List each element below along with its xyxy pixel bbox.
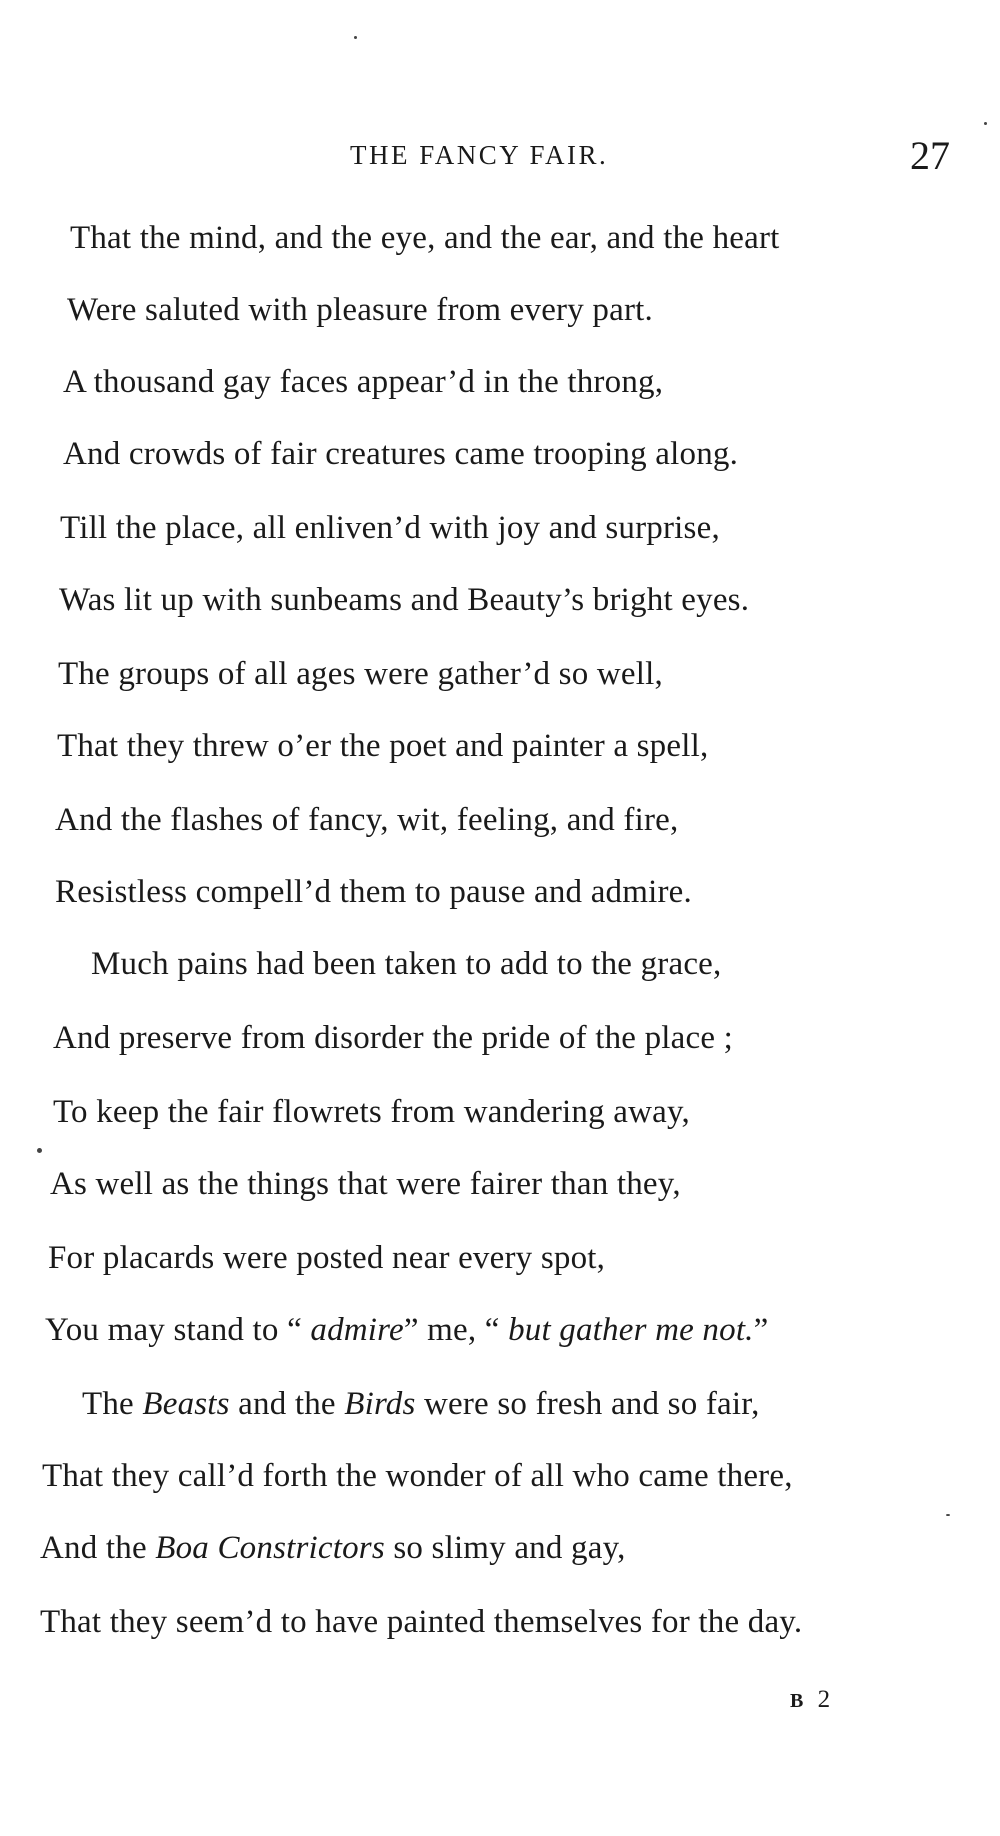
- poem-text: and the: [229, 1386, 345, 1422]
- signature-mark: [790, 1686, 834, 1714]
- poem-text: were so fresh and so fair,: [415, 1386, 760, 1422]
- poem-line: Till the place, all enliven’d with joy and surprise,: [60, 510, 720, 546]
- poem-italic-text: admire: [310, 1312, 404, 1348]
- poem-line: Resistless compell’d them to pause and admire.: [55, 874, 692, 910]
- poem-line: That they seem’d to have painted themselves for the day.: [40, 1604, 803, 1640]
- poem-italic-text: but gather me not.: [508, 1312, 754, 1348]
- ink-speck: [984, 122, 987, 125]
- running-title: THE FANCY FAIR.: [350, 140, 609, 170]
- poem-line: That they threw o’er the poet and painter a spell,: [57, 728, 709, 764]
- signature-number: 2: [817, 1686, 835, 1713]
- poem-text: so slimy and gay,: [384, 1530, 626, 1566]
- poem-line: The groups of all ages were gather’d so well,: [58, 656, 663, 692]
- poem-line: And preserve from disorder the pride of the place ;: [53, 1020, 734, 1056]
- ink-speck: [354, 36, 357, 39]
- poem-line: As well as the things that were fairer than they,: [50, 1166, 681, 1202]
- poem-text: The: [82, 1386, 143, 1422]
- poem-line: That the mind, and the eye, and the ear, and the heart: [70, 220, 780, 256]
- poem-line: Much pains had been taken to add to the grace,: [91, 946, 722, 982]
- poem-line: And the flashes of fancy, wit, feeling, and fire,: [55, 802, 679, 838]
- signature-letter: B: [790, 1690, 808, 1712]
- poem-line: Were saluted with pleasure from every part.: [67, 292, 653, 328]
- poem-line: To keep the fair flowrets from wandering away,: [53, 1094, 691, 1130]
- poem-italic-text: Beasts: [142, 1386, 230, 1422]
- ink-speck: [37, 1148, 42, 1153]
- poem-text: ”: [753, 1312, 769, 1348]
- poem-line: For placards were posted near every spot,: [48, 1240, 606, 1276]
- poem-line: [40, 1528, 626, 1568]
- poem-line: That they call’d forth the wonder of all who came there,: [42, 1458, 793, 1494]
- poem-text: ” me, “: [403, 1312, 509, 1348]
- poem-line: Was lit up with sunbeams and Beauty’s bright eyes.: [59, 582, 750, 618]
- poem-line: [82, 1384, 760, 1424]
- poem-text: And the: [40, 1530, 156, 1566]
- page-number: 27: [910, 133, 950, 178]
- running-head: [0, 133, 1000, 178]
- poem-italic-text: Boa Constrictors: [155, 1530, 385, 1566]
- poem-text: You may stand to “: [45, 1312, 311, 1348]
- poem-line: And crowds of fair creatures came trooping along.: [63, 436, 739, 472]
- poem-line: [45, 1310, 769, 1350]
- poem-italic-text: Birds: [344, 1386, 416, 1422]
- poem-line: A thousand gay faces appear’d in the throng,: [63, 364, 664, 400]
- ink-speck: [946, 1514, 950, 1516]
